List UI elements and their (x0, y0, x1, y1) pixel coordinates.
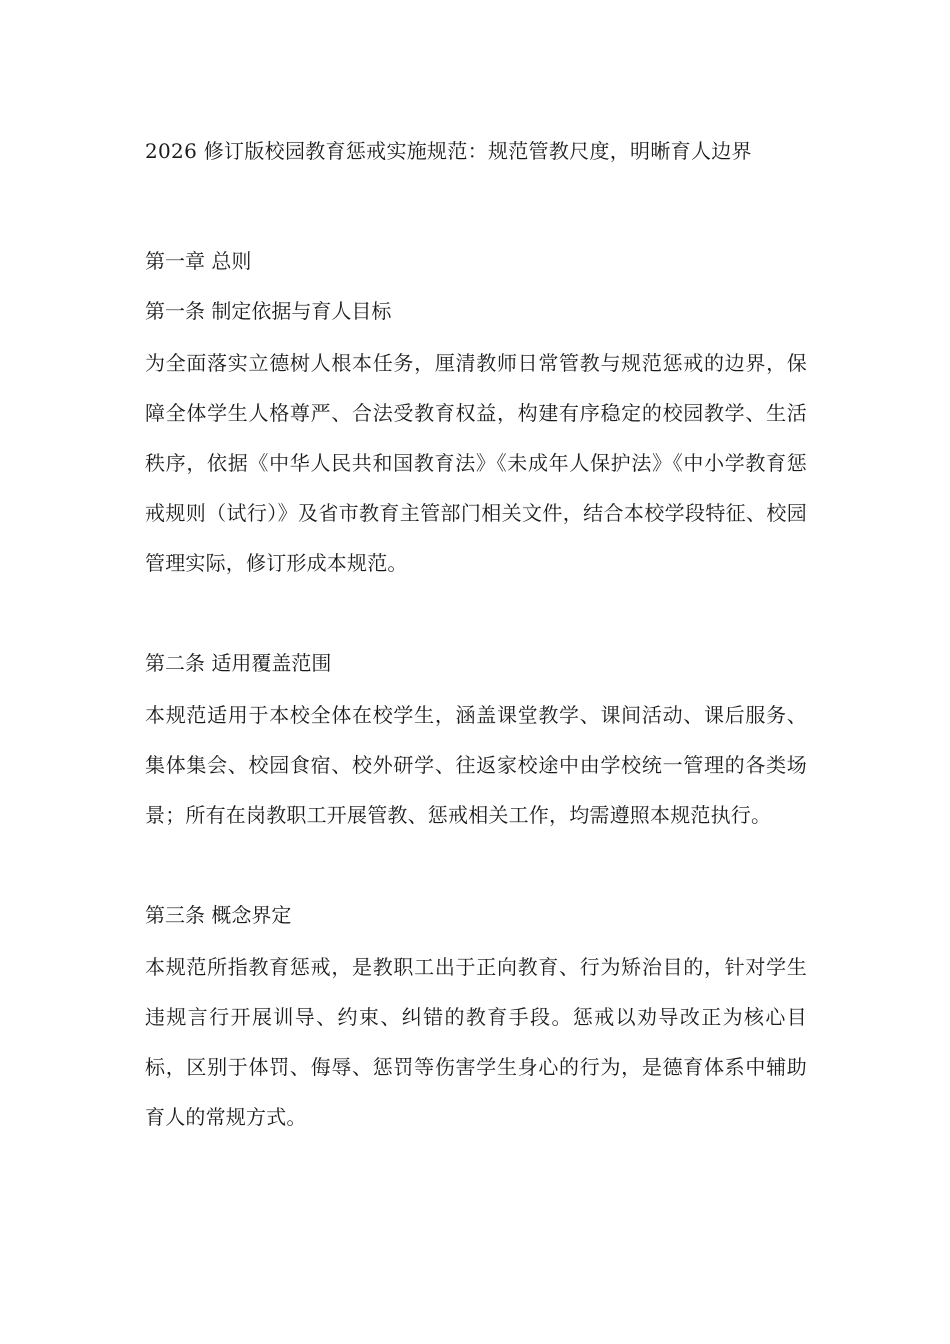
article-body: 本规范适用于本校全体在校学生，涵盖课堂教学、课间活动、课后服务、集体集会、校园食宿、校外研学、往返家校途中由学校统一管理的各类场景；所有在岗教职工开展管教、惩戒相关工作，均需遵照本规范执行。 (145, 703, 807, 827)
chapter-heading: 第一章 总则 (145, 249, 252, 273)
article-body: 为全面落实立德树人根本任务，厘清教师日常管教与规范惩戒的边界，保障全体学生人格尊严、合法受教育权益，构建有序稳定的校园教学、生活秩序，依据《中华人民共和国教育法》《未成年人保护法》《中小学教育惩戒规则（试行）》及省市教育主管部门相关文件，结合本校学段特征、校园管理实际，修订形成本规范。 (145, 351, 807, 575)
article-heading: 第三条 概念界定 (145, 903, 292, 927)
article-3 (145, 892, 807, 1142)
article-heading: 第一条 制定依据与育人目标 (145, 299, 392, 323)
article-body: 本规范所指教育惩戒，是教职工出于正向教育、行为矫治目的，针对学生违规言行开展训导、约束、纠错的教育手段。惩戒以劝导改正为核心目标，区别于体罚、侮辱、惩罚等伤害学生身心的行为，是德育体系中辅助育人的常规方式。 (145, 955, 807, 1129)
article-2 (145, 640, 807, 840)
article-1 (145, 288, 807, 588)
document-content (145, 128, 807, 1142)
article-heading: 第二条 适用覆盖范围 (145, 651, 332, 675)
document-title: 2026 修订版校园教育惩戒实施规范：规范管教尺度，明晰育人边界 (145, 139, 752, 163)
